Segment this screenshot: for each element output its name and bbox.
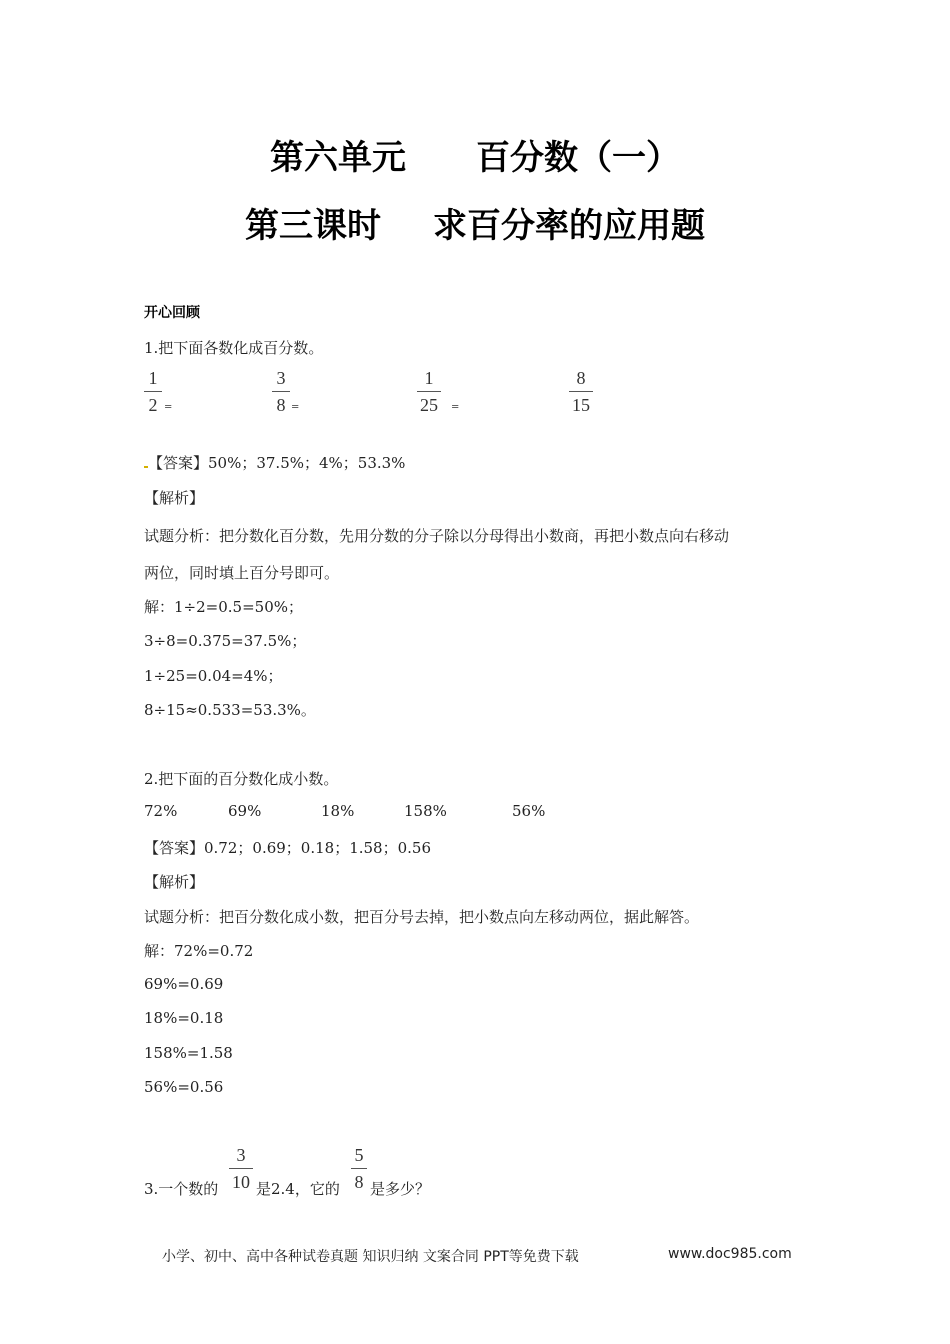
equals-sign: =	[451, 402, 460, 413]
q3-text-part-2: 是2.4，它的	[256, 1180, 340, 1198]
numerator: 1	[148, 368, 158, 388]
fraction-bar	[144, 391, 162, 392]
q2-item-4: 158%	[404, 802, 447, 820]
q1-fraction-3	[417, 368, 441, 415]
footer-url[interactable]: www.doc985.com	[668, 1246, 792, 1262]
q2-prompt: 2.把下面的百分数化成小数。	[144, 770, 339, 788]
q1-analysis-line-1: 试题分析：把分数化百分数，先用分数的分子除以分母得出小数商，再把小数点向右移动	[144, 527, 730, 545]
chapter-label: 百分数（一）	[476, 138, 680, 178]
q1-analysis-line-2: 两位，同时填上百分号即可。	[144, 564, 340, 582]
q1-analysis-label: 【解析】	[144, 489, 205, 507]
fraction-bar	[351, 1168, 367, 1169]
equals-sign: =	[291, 402, 300, 413]
q2-item-3: 18%	[321, 802, 355, 820]
equals-sign: =	[164, 402, 173, 413]
q3-fraction-1	[229, 1145, 253, 1192]
q2-step-1: 解：72%=0.72	[144, 942, 254, 960]
q2-analysis-label: 【解析】	[144, 873, 205, 891]
q2-answer: 【答案】0.72；0.69；0.18；1.58；0.56	[144, 839, 431, 857]
unit-label: 第六单元	[270, 138, 406, 178]
denominator: 10	[232, 1172, 250, 1192]
numerator: 1	[424, 368, 434, 388]
q2-step-3: 18%=0.18	[144, 1009, 224, 1027]
q1-step-2: 3÷8=0.375=37.5%；	[144, 632, 307, 650]
fraction-bar	[569, 391, 593, 392]
q1-fraction-4	[569, 368, 593, 415]
q1-fraction-1	[144, 368, 162, 415]
q2-step-5: 56%=0.56	[144, 1078, 224, 1096]
q3-text-part-3: 是多少？	[370, 1180, 431, 1198]
unit-title	[0, 130, 950, 179]
q1-prompt: 1.把下面各数化成百分数。	[144, 339, 324, 357]
denominator: 2	[148, 395, 158, 415]
numerator: 8	[576, 368, 586, 388]
q1-step-1: 解：1÷2=0.5=50%；	[144, 598, 303, 616]
q3-text-part-1: 3.一个数的	[144, 1180, 219, 1198]
q2-item-5: 56%	[512, 802, 546, 820]
lesson-title	[0, 198, 950, 247]
q2-step-4: 158%=1.58	[144, 1044, 233, 1062]
numerator: 5	[354, 1145, 364, 1165]
topic-label: 求百分率的应用题	[433, 206, 705, 246]
footer-text: 小学、初中、高中各种试卷真题 知识归纳 文案合同 PPT等免费下载	[162, 1249, 579, 1265]
q1-step-4: 8÷15≈0.533=53.3%。	[144, 701, 316, 719]
q2-item-2: 69%	[228, 802, 262, 820]
q3-fraction-2	[351, 1145, 367, 1192]
q2-step-2: 69%=0.69	[144, 975, 224, 993]
lesson-label: 第三课时	[245, 206, 381, 246]
q1-answer: 【答案】50%；37.5%；4%；53.3%	[148, 454, 406, 472]
section-heading: 开心回顾	[144, 305, 200, 321]
denominator: 25	[420, 395, 438, 415]
fraction-bar	[272, 391, 290, 392]
q2-analysis-line-1: 试题分析：把百分数化成小数，把百分号去掉，把小数点向左移动两位，据此解答。	[144, 908, 700, 926]
numerator: 3	[276, 368, 286, 388]
q1-step-3: 1÷25=0.04=4%；	[144, 667, 283, 685]
q1-fraction-2	[272, 368, 290, 415]
denominator: 8	[354, 1172, 364, 1192]
fraction-bar	[417, 391, 441, 392]
q2-item-1: 72%	[144, 802, 178, 820]
fraction-bar	[229, 1168, 253, 1169]
numerator: 3	[236, 1145, 246, 1165]
denominator: 8	[276, 395, 286, 415]
denominator: 15	[572, 395, 590, 415]
